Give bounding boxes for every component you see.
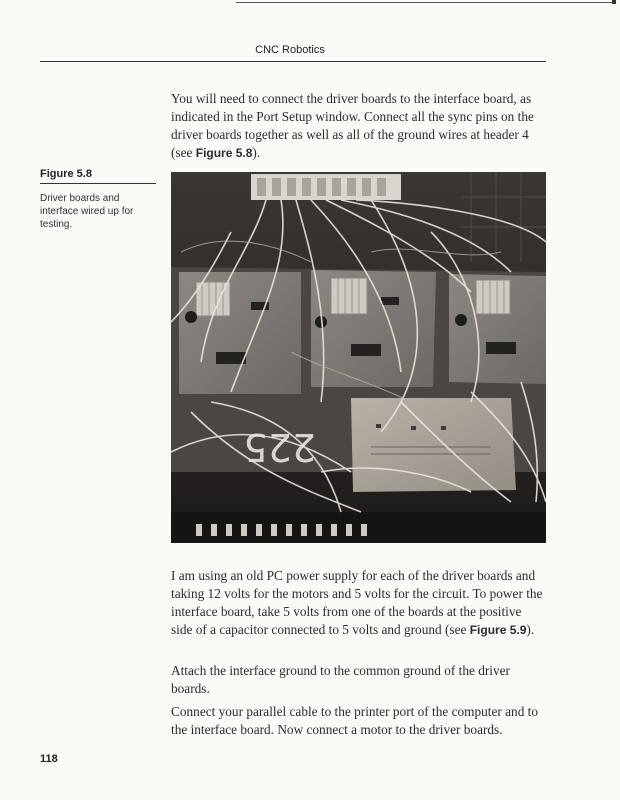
- paragraph-2: [171, 567, 546, 639]
- paragraph-2-text-a: I am using an old PC power supply for each of the driver boards and taking 12 volts for the motors and 5 volts for the circuit. To power the interface board, take 5 volts from one of the boards at the positive side of a capacitor connected to 5 volts and ground (see: [171, 568, 543, 637]
- header-rule: [40, 61, 546, 62]
- paragraph-3: Attach the interface ground to the common ground of the driver boards.: [171, 663, 510, 696]
- circuit-boards-photo: [171, 172, 546, 543]
- paragraph-1: [171, 90, 546, 162]
- paragraph-1-text-b: ).: [252, 145, 261, 160]
- paragraph-1-text-a: You will need to connect the driver boards to the interface board, as indicated in the Port Setup window. Connect all the sync pins on the driver boards together as well as all of the ground wires at header 4 (see: [171, 91, 534, 160]
- top-edge-rule: [236, 2, 616, 3]
- page-number: 118: [40, 753, 58, 765]
- figure-5-8-reference: Figure 5.8: [195, 146, 253, 160]
- figure-5-9-reference: Figure 5.9: [469, 623, 527, 637]
- figure-label: Figure 5.8: [40, 168, 156, 184]
- running-head: CNC Robotics: [255, 44, 325, 56]
- mat-number-text: 225: [243, 425, 316, 469]
- paragraph-4: Connect your parallel cable to the printer port of the computer and to the interface board. Now connect a motor to the driver boards.: [171, 704, 539, 737]
- top-edge-mark: [612, 0, 616, 4]
- paragraph-2-text-b: ).: [526, 622, 535, 637]
- figure-caption: Driver boards and interface wired up for testing.: [40, 193, 134, 230]
- figure-photo: [171, 172, 546, 543]
